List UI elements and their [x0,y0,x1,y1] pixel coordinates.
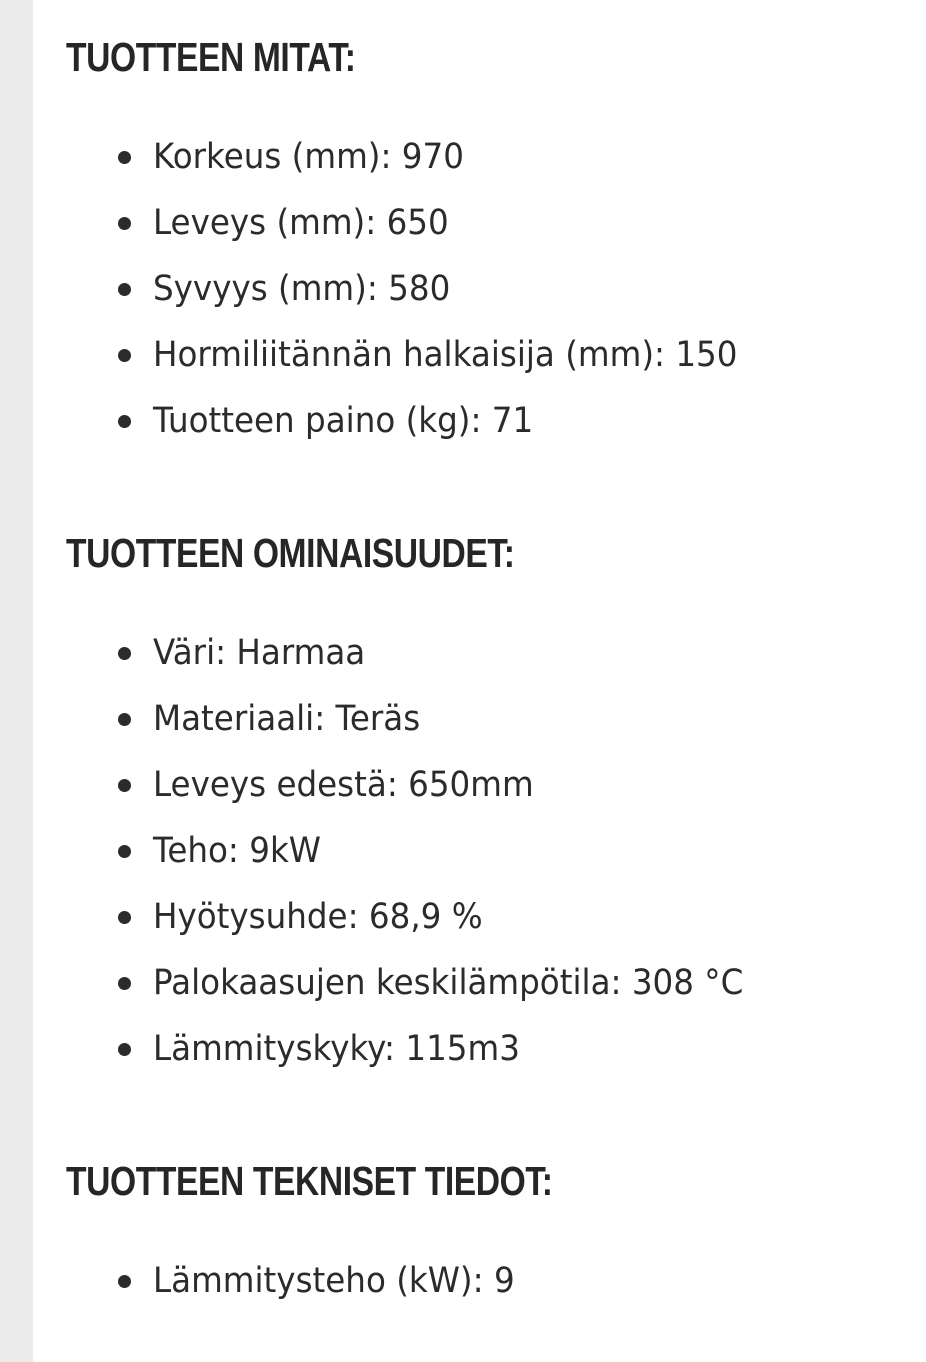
list-item [66,686,788,752]
list-item [66,818,788,884]
list-item [66,1016,788,1082]
list-item [66,190,781,256]
bullet-icon [118,217,131,230]
list-item [66,322,781,388]
bullet-icon [118,845,131,858]
list-item-text: Lämmityskyky: 115m3 [153,1029,520,1069]
list-item [66,388,781,454]
list-item [66,884,788,950]
bullet-icon [118,349,131,362]
bullet-icon [118,977,131,990]
list-item [66,752,788,818]
bullet-icon [118,283,131,296]
list-item-text: Tuotteen paino (kg): 71 [153,401,534,441]
technical-list [66,1248,542,1314]
bullet-icon [118,415,131,428]
list-item-text: Hormiliitännän halkaisija (mm): 150 [153,335,738,375]
list-item-text: Syvyys (mm): 580 [153,269,451,309]
bullet-icon [118,1043,131,1056]
list-item [66,256,781,322]
section-heading-features: TUOTTEEN OMINAISUUDET: [66,530,515,576]
bullet-icon [118,647,131,660]
section-heading-technical: TUOTTEEN TEKNISET TIEDOT: [66,1158,553,1204]
list-item-text: Leveys (mm): 650 [153,203,449,243]
bullet-icon [118,1275,131,1288]
dimensions-list [66,124,781,454]
list-item-text: Korkeus (mm): 970 [153,137,464,177]
list-item-text: Hyötysuhde: 68,9 % [153,897,483,937]
product-specs [66,0,916,1362]
list-item-text: Leveys edestä: 650mm [153,765,534,805]
left-margin-strip [0,0,33,1362]
list-item-text: Materiaali: Teräs [153,699,421,739]
list-item [66,620,788,686]
bullet-icon [118,911,131,924]
list-item-text: Palokaasujen keskilämpötila: 308 °C [153,963,744,1003]
list-item-text: Teho: 9kW [153,831,321,871]
list-item [66,124,781,190]
features-list [66,620,788,1082]
list-item [66,950,788,1016]
section-heading-dimensions: TUOTTEEN MITAT: [66,34,356,80]
bullet-icon [118,713,131,726]
bullet-icon [118,151,131,164]
bullet-icon [118,779,131,792]
list-item-text: Lämmitysteho (kW): 9 [153,1261,515,1301]
list-item [66,1248,542,1314]
list-item-text: Väri: Harmaa [153,633,366,673]
